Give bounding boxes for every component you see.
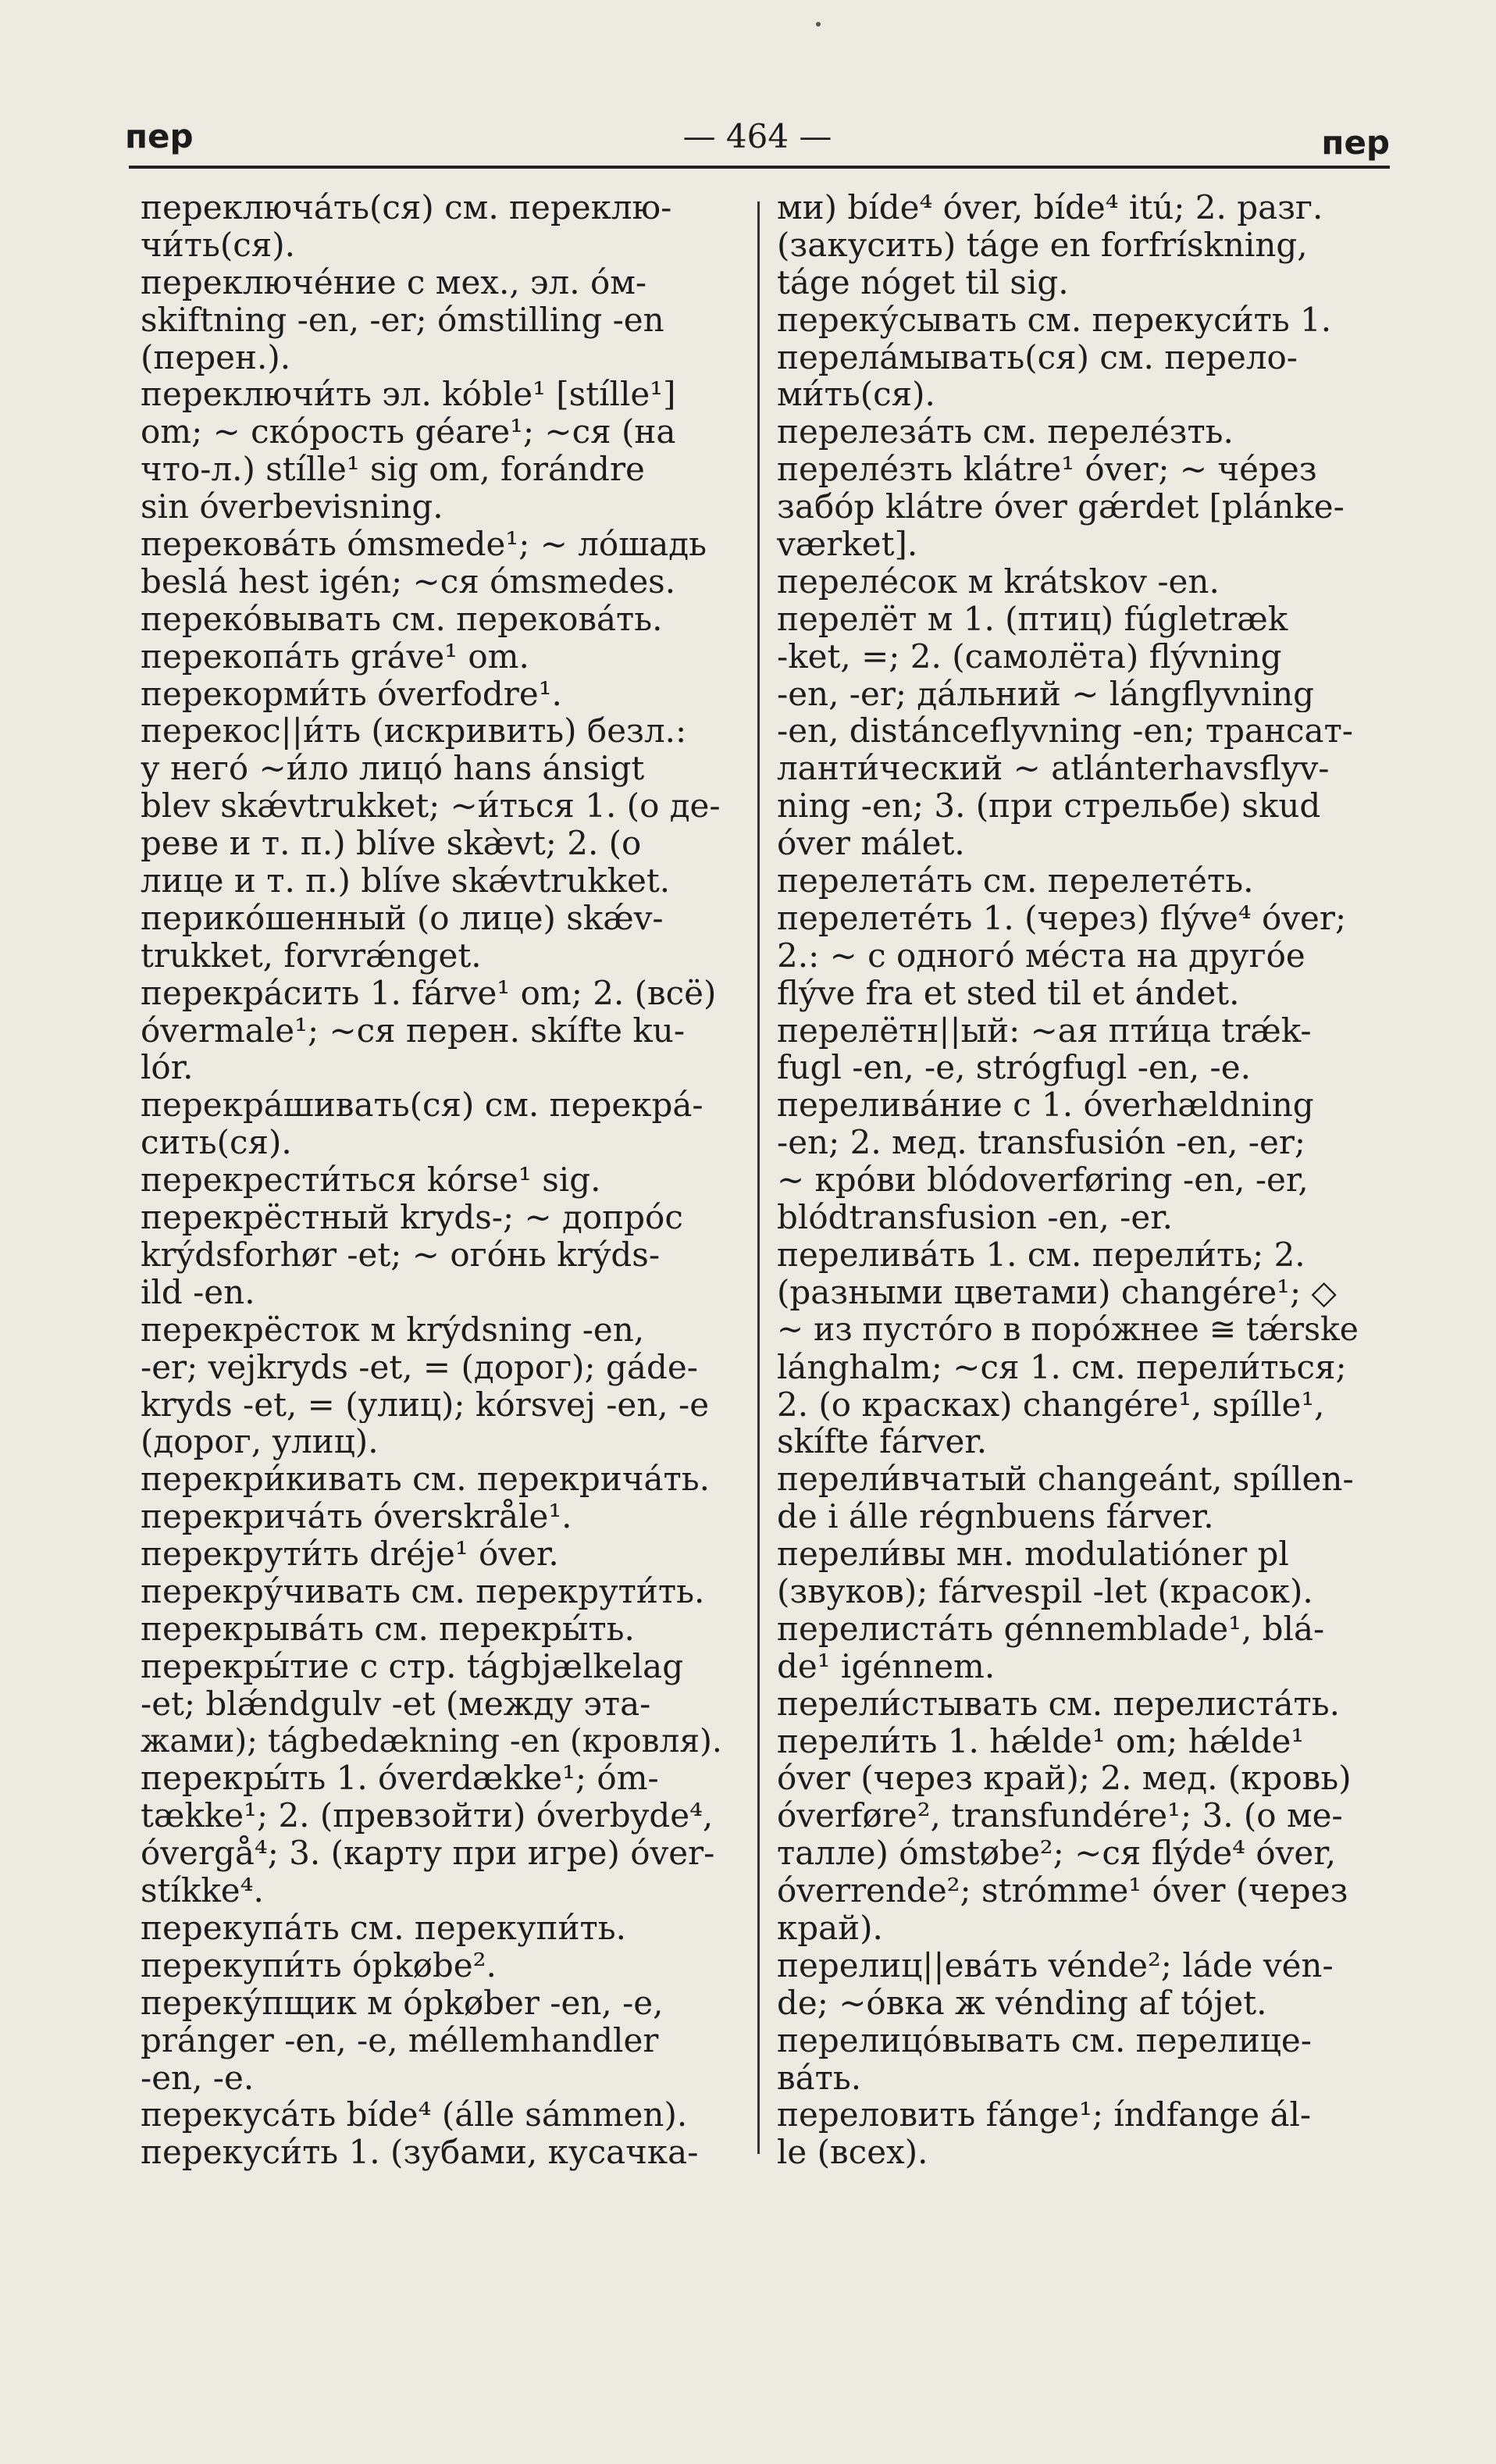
- right-column-line: талле) о́mstøbe²; ~ся flýde⁴ о́ver,: [777, 1835, 1337, 1873]
- speck: [816, 22, 821, 27]
- left-column-line: чи́ть(ся).: [141, 226, 296, 264]
- right-column-line: ланти́ческий ~ atlа́nterhavsflyv-: [777, 750, 1330, 788]
- left-column-line: перекрути́ть drе́je¹ о́ver.: [141, 1535, 559, 1573]
- right-column-line: -en, -er; да́льний ~ lа́ngflyvning: [777, 675, 1315, 713]
- right-column-line: (закусить) tа́ge en forfrískning,: [777, 226, 1308, 264]
- right-column-line: fugl -en, -e, strо́gfugl -en, -e.: [777, 1049, 1251, 1087]
- left-column: [141, 189, 722, 2171]
- left-column-line: kryds -et, = (улиц); kо́rsvej -en, -e: [141, 1385, 710, 1424]
- left-column-line: перекрести́ться kо́rse¹ sig.: [141, 1161, 601, 1200]
- left-column-line: перекупи́ть о́pkøbe².: [141, 1946, 497, 1984]
- right-column-line: перелете́ть 1. (через) flýve⁴ о́ver;: [777, 899, 1347, 937]
- left-column-line: (перен.).: [141, 338, 291, 376]
- right-column-line: -en, distа́nceflyvning -en; трансат-: [777, 712, 1353, 751]
- right-column-line: о́ver (через край); 2. мед. (кровь): [777, 1760, 1352, 1798]
- right-column-line: перели́ть 1. hǽlde¹ om; hǽlde¹: [777, 1722, 1305, 1760]
- left-column-line: переключа́ть(ся) см. переклю-: [141, 189, 672, 226]
- right-column-line: de¹ igе́nnem.: [777, 1647, 996, 1685]
- right-column-line: перелицо́вывать см. перелице-: [777, 2021, 1312, 2059]
- left-column-line: -en, -e.: [141, 2059, 255, 2097]
- left-column-line: перекрёстный kryds-; ~ допро́с: [141, 1199, 683, 1236]
- left-column-line: о́vermale¹; ~ся перен. skífte ku-: [141, 1011, 686, 1050]
- left-column-line: перекос||и́ть (искривить) безл.:: [141, 712, 687, 751]
- left-column-line: у него́ ~и́ло лицо́ hans а́nsigt: [141, 750, 645, 788]
- right-column-line: le (всех).: [777, 2134, 928, 2172]
- right-column-line: перелиста́ть gе́nnemblade¹, blа́-: [777, 1610, 1325, 1648]
- left-column-line: -er; vejkryds -et, = (дорог); gа́de-: [141, 1348, 698, 1386]
- right-column-line: -ket, =; 2. (самолёта) flývning: [777, 637, 1282, 676]
- right-column-line: ми) bíde⁴ о́ver, bíde⁴ itú; 2. разг.: [777, 189, 1323, 226]
- left-column-line: переключе́ние с мех., эл. о́м-: [141, 263, 647, 301]
- left-column-line: перико́шенный (о лице) skǽv-: [141, 899, 664, 937]
- left-column-line: перекупа́ть см. перекупи́ть.: [141, 1909, 626, 1947]
- right-column-line: переловить fа́nge¹; índfange а́l-: [777, 2096, 1312, 2134]
- left-column-line: (дорог, улиц).: [141, 1423, 379, 1461]
- left-column-line: перекры́тие с стр. tа́gbjælkelag: [141, 1647, 684, 1685]
- right-column: [777, 189, 1359, 2171]
- left-column-line: лице и т. п.) blíve skǽvtrukket.: [141, 862, 671, 900]
- right-column-line: blо́dtransfusion -en, -er.: [777, 1199, 1174, 1236]
- left-column-line: что-л.) stílle¹ sig om, forа́ndre: [141, 451, 645, 489]
- header-left-guideword: пер: [125, 117, 194, 155]
- right-column-line: værket].: [777, 526, 918, 563]
- left-column-line: жами); tа́gbedækning -en (кровля).: [141, 1722, 722, 1760]
- header-rule: [129, 166, 1390, 169]
- left-column-line: перекрёсток м krýdsning -en,: [141, 1310, 645, 1349]
- left-column-line: sin о́verbevisning.: [141, 488, 443, 526]
- left-column-line: prа́nger -en, -e, mе́llemhandler: [141, 2021, 659, 2059]
- left-column-line: om; ~ ско́рость gе́are¹; ~ся (на: [141, 413, 676, 451]
- right-column-line: -en; 2. мед. transfusiо́n -en, -er;: [777, 1124, 1306, 1162]
- left-column-line: перекры́ть 1. о́verdække¹; о́m-: [141, 1760, 659, 1798]
- header-right-guideword: пер: [1321, 123, 1390, 162]
- right-column-line: ми́ть(ся).: [777, 376, 935, 414]
- right-column-line: перели́вы мн. modulatiо́ner pl: [777, 1535, 1289, 1573]
- right-column-line: переку́сывать см. перекуси́ть 1.: [777, 301, 1332, 339]
- right-column-line: flýve fra et sted til et а́ndet.: [777, 974, 1240, 1012]
- right-column-line: ning -en; 3. (при стрельбе) skud: [777, 787, 1321, 825]
- column-divider: [757, 201, 760, 2154]
- right-column-line: перелиц||ева́ть vе́nde²; lа́de vе́n-: [777, 1946, 1334, 1984]
- left-column-line: blev skǽvtrukket; ~и́ться 1. (о де-: [141, 787, 721, 825]
- right-column-line: о́ver mа́let.: [777, 825, 965, 863]
- left-column-line: переко́вывать см. перекова́ть.: [141, 600, 663, 638]
- left-column-line: перекуси́ть 1. (зубами, кусачка-: [141, 2134, 699, 2172]
- left-column-line: перекру́чивать см. перекрути́ть.: [141, 1572, 705, 1610]
- right-column-line: край).: [777, 1909, 883, 1947]
- right-column-line: перелёт м 1. (птиц) fúgletræk: [777, 600, 1288, 638]
- right-column-line: (разными цветами) changе́re¹; ◇: [777, 1273, 1337, 1311]
- left-column-line: ild -en.: [141, 1273, 255, 1311]
- right-column-line: перелеза́ть см. переле́зть.: [777, 413, 1234, 451]
- right-column-line: ~ из пусто́го в поро́жнее ≅ tǽrske: [777, 1310, 1359, 1348]
- page-number: — 464 —: [682, 117, 832, 155]
- left-column-line: переку́пщик м о́pkøber -en, -e,: [141, 1984, 664, 2022]
- left-column-line: перекуса́ть bíde⁴ (а́lle sа́mmen).: [141, 2096, 688, 2134]
- left-column-line: о́vergå⁴; 3. (карту при игре) о́ver-: [141, 1835, 715, 1873]
- right-column-line: перелива́ние с 1. о́verhældning: [777, 1086, 1314, 1125]
- right-column-line: о́verrende²; strо́mme¹ о́ver (через: [777, 1872, 1348, 1910]
- right-column-line: перели́стывать см. перелиста́ть.: [777, 1685, 1340, 1723]
- left-column-line: stíkke⁴.: [141, 1872, 264, 1910]
- left-column-line: перекопа́ть grа́ve¹ om.: [141, 637, 529, 676]
- right-column-line: переле́зть klа́tre¹ о́ver; ~ че́рез: [777, 451, 1317, 489]
- right-column-line: перелета́ть см. перелете́ть.: [777, 862, 1254, 900]
- left-column-line: skiftning -en, -er; о́mstilling -en: [141, 301, 664, 339]
- right-column-line: de i а́lle rе́gnbuens fа́rver.: [777, 1498, 1214, 1536]
- left-column-line: lо́r.: [141, 1049, 194, 1087]
- left-column-line: trukket, forvrǽnget.: [141, 936, 482, 975]
- right-column-line: ~ кро́ви blо́doverføring -en, -er,: [777, 1161, 1309, 1200]
- right-column-line: о́verføre², transfundе́re¹; 3. (о ме-: [777, 1797, 1343, 1835]
- right-column-line: перелива́ть 1. см. перели́ть; 2.: [777, 1236, 1305, 1274]
- right-column-line: ва́ть.: [777, 2059, 862, 2097]
- left-column-line: -et; blǽndgulv -et (между эта-: [141, 1685, 651, 1723]
- right-column-line: lа́nghalm; ~ся 1. см. перели́ться;: [777, 1348, 1347, 1386]
- left-column-line: krýdsforhør -et; ~ ого́нь krýds-: [141, 1236, 661, 1274]
- left-column-line: tække¹; 2. (превзойти) о́verbyde⁴,: [141, 1797, 714, 1835]
- right-column-line: переле́сок м krа́tskov -en.: [777, 562, 1220, 601]
- right-column-line: skífte fа́rver.: [777, 1423, 988, 1461]
- right-column-line: 2. (о красках) changе́re¹, spílle¹,: [777, 1385, 1325, 1424]
- right-column-line: забо́р klа́tre о́ver gǽrdet [plа́nke-: [777, 488, 1345, 526]
- right-column-line: de; ~о́вка ж vе́nding af tо́jet.: [777, 1984, 1267, 2022]
- left-column-line: перекрыва́ть см. перекры́ть.: [141, 1610, 635, 1648]
- right-column-line: перела́мывать(ся) см. перело-: [777, 338, 1298, 376]
- left-column-line: перекорми́ть о́verfodre¹.: [141, 675, 562, 713]
- right-column-line: перелётн||ый: ~ая пти́ца trǽk-: [777, 1011, 1312, 1050]
- right-column-line: перели́вчатый changeа́nt, spíllen-: [777, 1460, 1354, 1499]
- right-column-line: (звуков); fа́rvespil -let (красок).: [777, 1572, 1313, 1610]
- left-column-line: перекра́сить 1. fа́rve¹ om; 2. (всё): [141, 974, 717, 1012]
- left-column-line: перекрича́ть о́verskråle¹.: [141, 1498, 572, 1536]
- left-column-line: перекова́ть о́msmede¹; ~ ло́шадь: [141, 526, 707, 563]
- page-header: [125, 117, 1390, 167]
- right-column-line: tа́ge nо́get til sig.: [777, 263, 1069, 301]
- left-column-line: реве и т. п.) blíve skæ̀vt; 2. (о: [141, 825, 642, 863]
- left-column-line: сить(ся).: [141, 1124, 292, 1162]
- left-column-line: перекра́шивать(ся) см. перекра́-: [141, 1086, 703, 1125]
- left-column-line: перекри́кивать см. перекрича́ть.: [141, 1460, 710, 1499]
- left-column-line: переключи́ть эл. kо́ble¹ [stílle¹]: [141, 376, 676, 414]
- right-column-line: 2.: ~ с одного́ ме́ста на друго́е: [777, 936, 1305, 975]
- left-column-line: beslа́ hest igе́n; ~ся о́msmedes.: [141, 562, 676, 601]
